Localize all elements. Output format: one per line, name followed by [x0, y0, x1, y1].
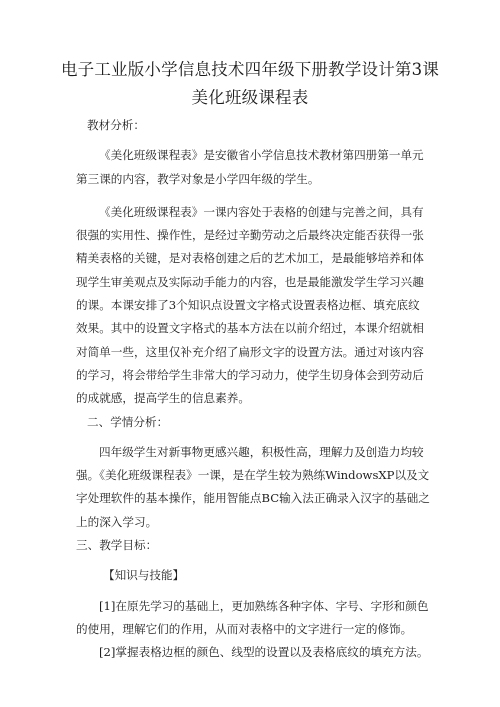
- goal-item-1: [1]在原先学习的基础上，更加熟练各种字体、字号、字形和颜色的使用，理解它们的作用，从而对表格中的文字进行一定的修饰。: [76, 598, 429, 636]
- heading-textbook-analysis: 教材分析：: [87, 118, 145, 132]
- subheading-knowledge-skills: 【知识与技能】: [103, 568, 185, 583]
- paragraph-intro: 《美化班级课程表》是安徽省小学信息技术教材第四册第一单元第三课的内容，教学对象是小学四年级的学生。: [76, 148, 424, 186]
- heading-learner-analysis: 二、学情分析：: [87, 414, 169, 429]
- goal-item-2: [2]掌握表格边框的颜色、线型的设置以及表格底纹的填充方法。: [99, 645, 429, 660]
- heading-teaching-goals: 三、教学目标：: [76, 538, 158, 553]
- doc-title-line2: 美化班级课程表: [191, 88, 309, 107]
- paragraph-learner-analysis: 四年级学生对新事物更感兴趣，积极性高，理解力及创造力均较强。《美化班级课程表》一课，是在学生较为熟练WindowsXP以及文字处理软件的基本操作，能用智能点BC输入法正确录入汉字的基础之上的深入学习。: [76, 444, 430, 529]
- doc-body: [76, 114, 430, 665]
- doc-title-line1: 电子工业版小学信息技术四年级下册教学设计第3课: [60, 60, 440, 79]
- paragraph-content-analysis: 《美化班级课程表》一课内容处于表格的创建与完善之间，具有很强的实用性、操作性，是经过辛勤劳动之后最终决定能否获得一张精美表格的关键，是对表格创建之后的艺术加工，是最能够培养和体现学生审美观点及实际动手能力的内容，也是最能激发学生学习兴趣的课。本课安排了3个知识点设置文字格式设置表格边框、填充底纹效果。其中的设置文字格式的基本方法在以前介绍过，本课介绍就相对简单一些，这里仅补充介绍了扁形文字的设置方法。通过对该内容的学习，将会带给学生非常大的学习动力，使学生切身体会到劳动后的成就感，提高学生的信息素养。: [76, 204, 424, 406]
